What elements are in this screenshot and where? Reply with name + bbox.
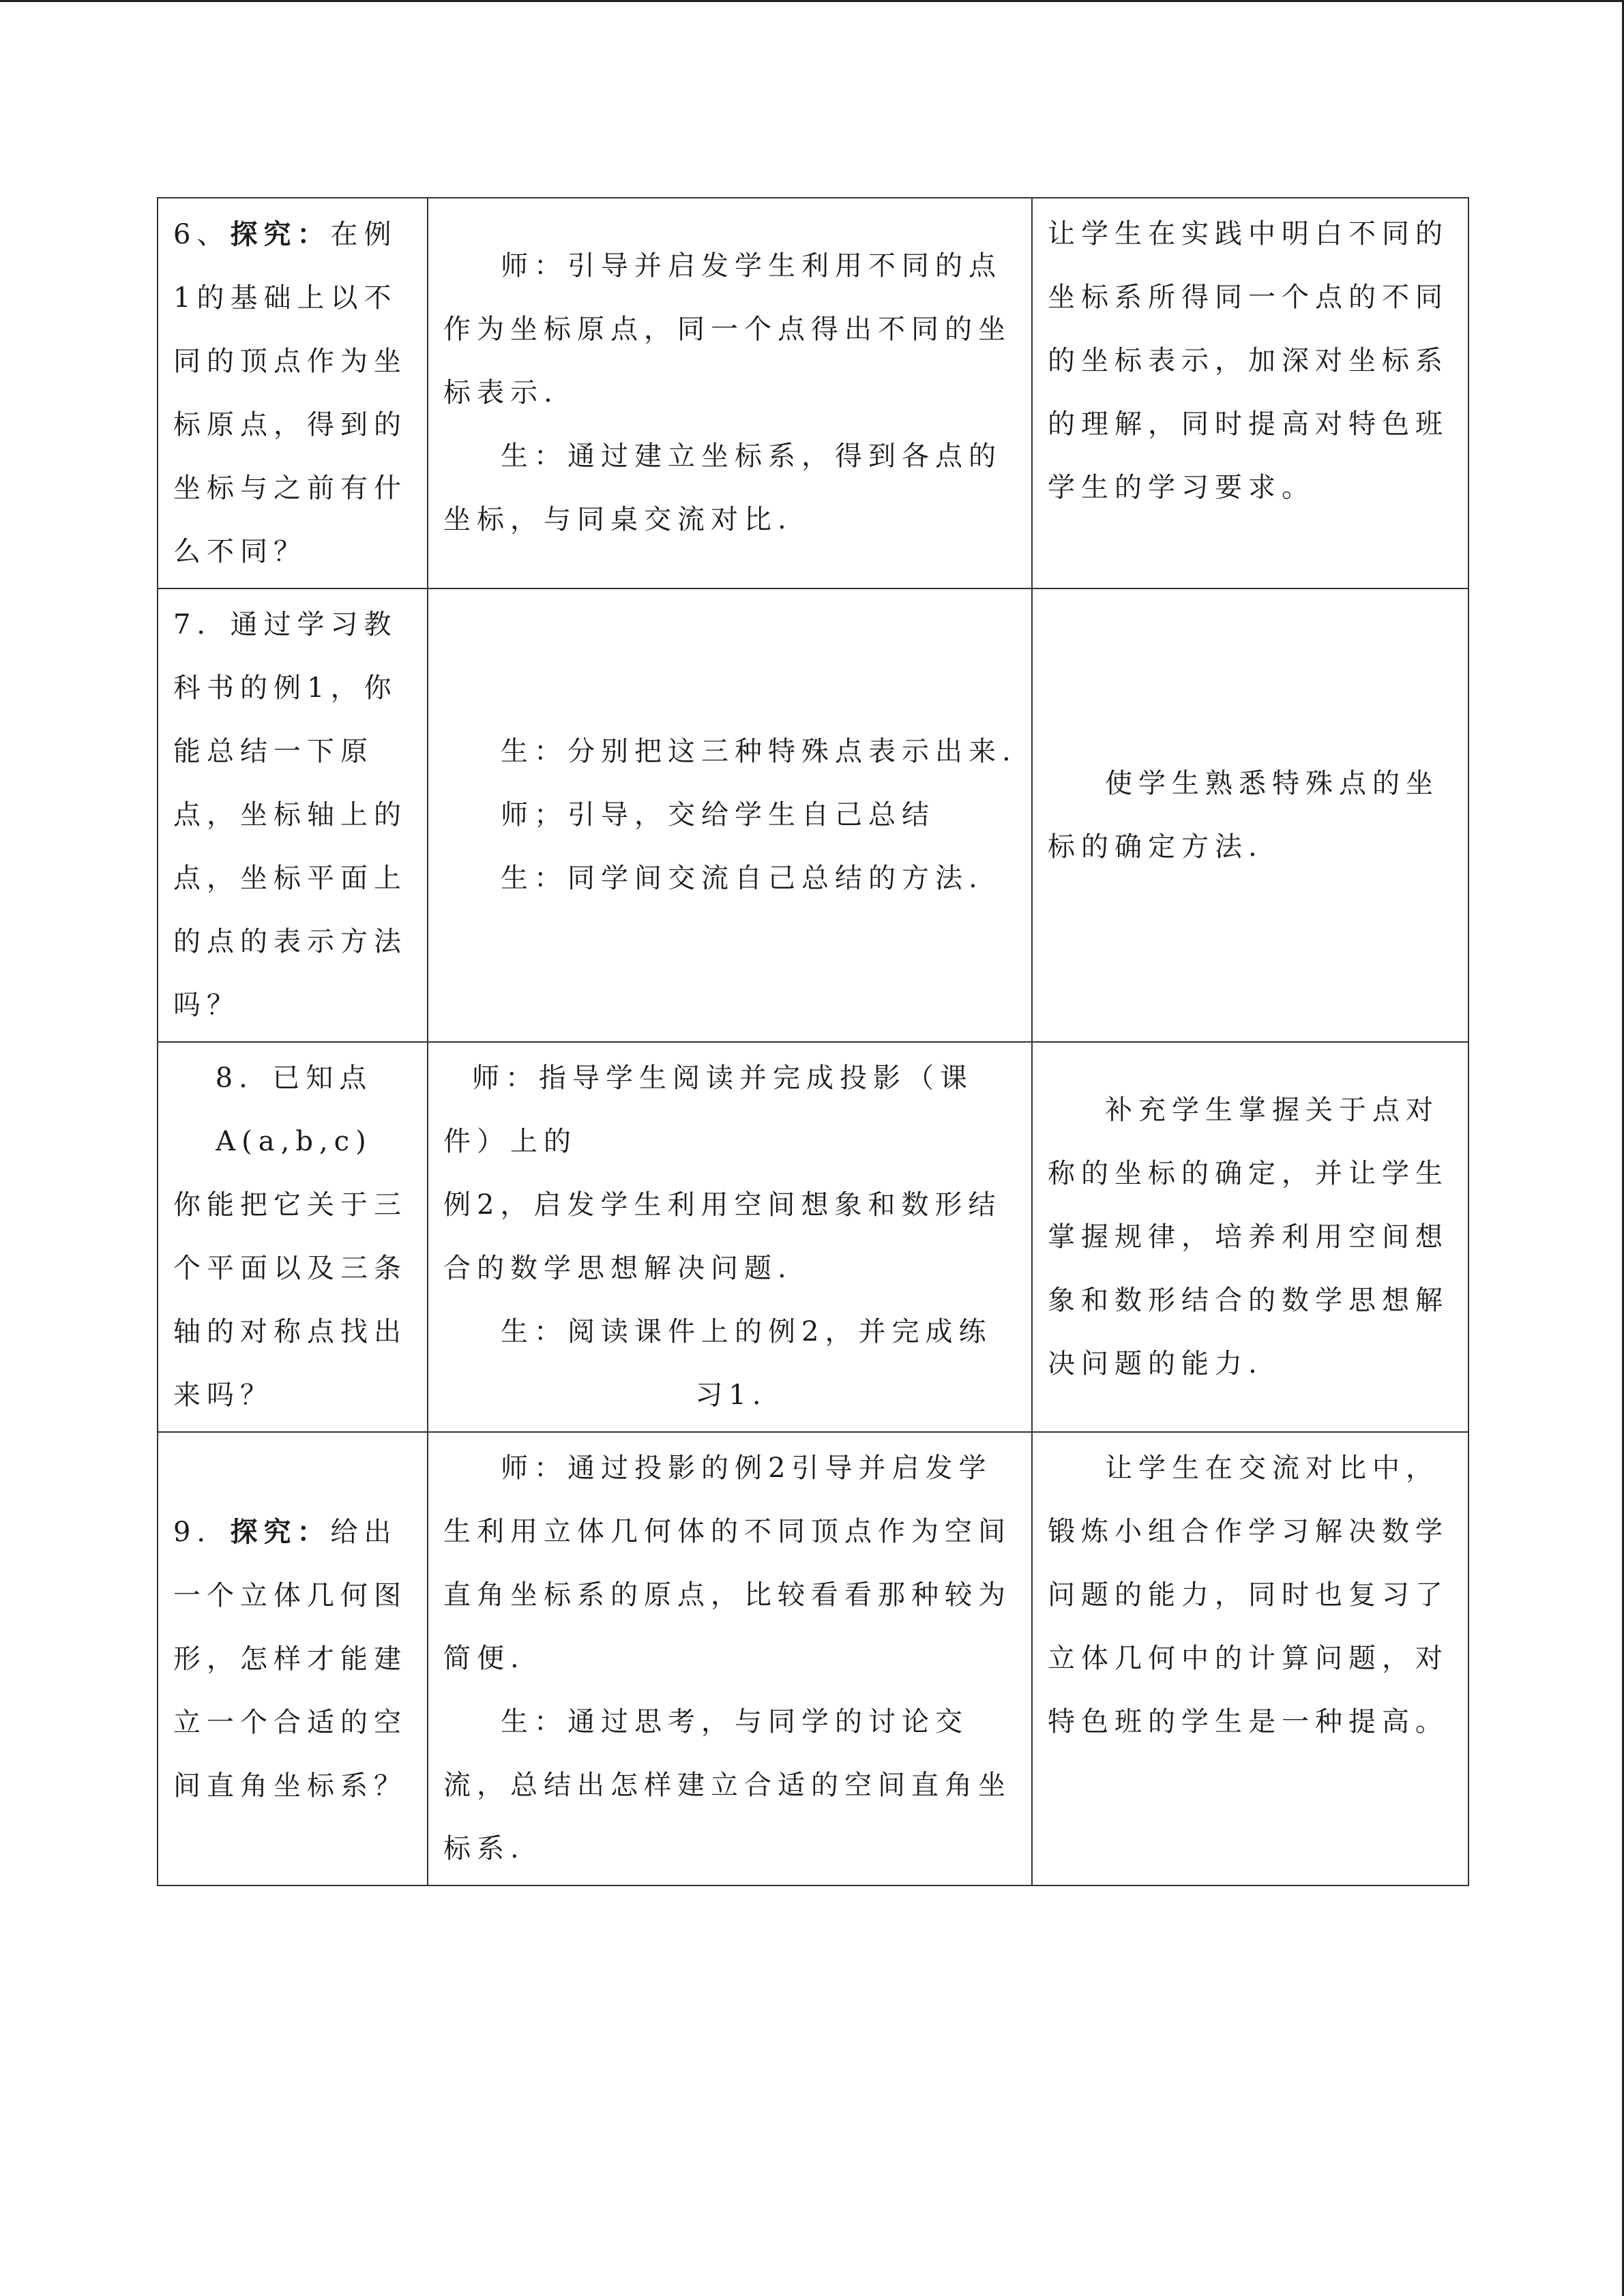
question-text: 在例1的基础上以不同的顶点作为坐标原点，得到的坐标与之前有什么不同？ bbox=[173, 219, 407, 567]
page-top-border bbox=[0, 0, 1624, 2]
purpose-cell bbox=[1032, 1432, 1468, 1885]
teacher-activity: 师；引导，交给学生自己总结 bbox=[501, 799, 935, 831]
table-row bbox=[158, 1042, 1468, 1432]
table-row bbox=[158, 1432, 1468, 1885]
question-text: 给出一个立体几何图形，怎样才能建立一个合适的空间直角坐标系？ bbox=[173, 1516, 407, 1802]
lesson-plan-table bbox=[157, 197, 1469, 1886]
student-activity-cont: 习1. bbox=[695, 1380, 767, 1411]
purpose-text: 让学生在交流对比中，锻炼小组合作学习解决数学问题的能力，同时也复习了立体几何中的计算问题，对特色班的学生是一种提高。 bbox=[1048, 1452, 1449, 1738]
table-row bbox=[158, 588, 1468, 1042]
student-activity: 生：分别把这三种特殊点表示出来. bbox=[501, 736, 1017, 767]
question-cell bbox=[158, 588, 428, 1042]
question-cell bbox=[158, 1432, 428, 1885]
table-row bbox=[158, 198, 1468, 588]
question-keyword: 探究： bbox=[230, 218, 331, 250]
teacher-activity: 师：指导学生阅读并完成投影（课件）上的 bbox=[443, 1062, 973, 1157]
question-cell bbox=[158, 1042, 428, 1432]
purpose-text: 补充学生掌握关于点对称的坐标的确定，并让学生掌握规律，培养利用空间想象和数形结合的数学思想解决问题的能力. bbox=[1048, 1094, 1449, 1380]
question-number: 9． bbox=[173, 1516, 231, 1548]
point-notation: A(a,b,c) bbox=[216, 1126, 372, 1157]
purpose-cell bbox=[1032, 198, 1468, 588]
teacher-activity: 师：通过投影的例2引导并启发学生利用立体几何体的不同顶点作为空间直角坐标系的原点，比较看看那种较为简便. bbox=[443, 1452, 1012, 1674]
activity-cell bbox=[428, 588, 1032, 1042]
activity-cell bbox=[428, 1432, 1032, 1885]
activity-cell bbox=[428, 1042, 1032, 1432]
student-activity: 生：阅读课件上的例2，并完成练 bbox=[501, 1316, 992, 1347]
question-keyword: 探究： bbox=[230, 1515, 331, 1548]
teacher-activity: 师：引导并启发学生利用不同的点作为坐标原点，同一个点得出不同的坐标表示. bbox=[443, 250, 1012, 408]
question-text: 你能把它关于三个平面以及三条轴的对称点找出来吗？ bbox=[173, 1189, 407, 1411]
activity-cell bbox=[428, 198, 1032, 588]
purpose-cell bbox=[1032, 588, 1468, 1042]
purpose-cell bbox=[1032, 1042, 1468, 1432]
question-text: 7．通过学习教科书的例1，你能总结一下原点，坐标轴上的点，坐标平面上的点的表示方法吗？ bbox=[173, 609, 407, 1021]
question-number: 6、 bbox=[173, 219, 231, 250]
student-activity: 生：同学间交流自己总结的方法. bbox=[501, 863, 984, 894]
purpose-text: 让学生在实践中明白不同的坐标系所得同一个点的不同的坐标表示，加深对坐标系的理解，同时提高对特色班学生的学习要求。 bbox=[1048, 218, 1449, 503]
question-line: 8．已知点 bbox=[215, 1062, 373, 1094]
teacher-activity-cont: 例2，启发学生利用空间想象和数形结合的数学思想解决问题. bbox=[443, 1189, 1002, 1284]
purpose-text: 使学生熟悉特殊点的坐标的确定方法. bbox=[1048, 767, 1439, 863]
question-cell bbox=[158, 198, 428, 588]
student-activity: 生：通过建立坐标系，得到各点的坐标，与同桌交流对比. bbox=[443, 441, 1002, 535]
student-activity: 生：通过思考，与同学的讨论交流，总结出怎样建立合适的空间直角坐标系. bbox=[443, 1706, 1012, 1864]
